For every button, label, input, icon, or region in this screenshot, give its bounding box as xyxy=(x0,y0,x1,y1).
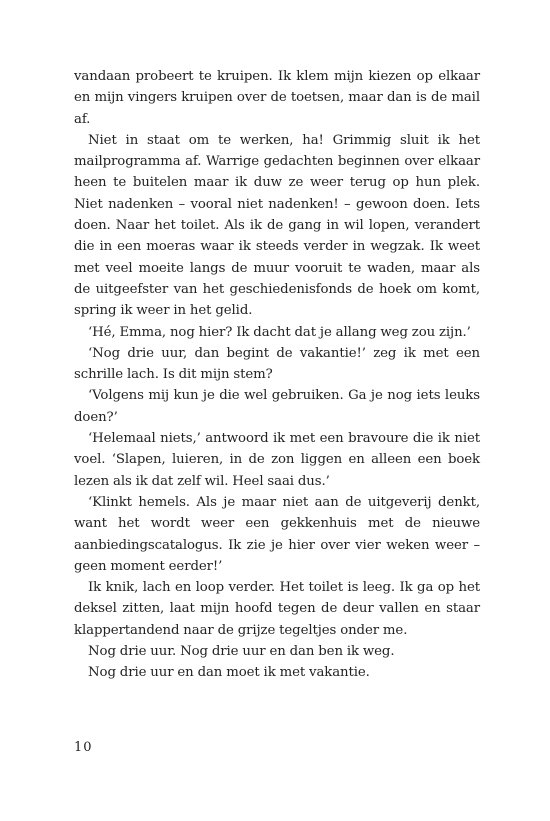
paragraph-10: Nog drie uur en dan moet ik met vakantie. xyxy=(88,665,370,681)
paragraph-7: ‘Klinkt hemels. Als je maar niet aan de uitgeverij denkt, want het wordt weer een gekkenhuis met de nieuwe aanbiedingscatalogus. Ik zie je hier over vier weken weer – geen moment eerder!’ xyxy=(74,494,480,574)
paragraph-1: vandaan probeert te kruipen. Ik klem mijn kiezen op elkaar en mijn vingers kruipen over de toetsen, maar dan is de mail af. xyxy=(74,69,480,127)
paragraph-2: Niet in staat om te werken, ha! Grimmig sluit ik het mailprogramma af. Warrige gedachten beginnen over elkaar heen te buitelen maar ik duw ze weer terug op hun plek. Niet nadenken – vooral niet nadenken! – gewoon doen. Iets doen. Naar het toilet. Als ik de gang in wil lopen, verandert die in een moeras waar ik steeds verder in wegzak. Ik weet met veel moeite langs de muur vooruit te waden, maar als de uitgeefster van het geschiedenisfonds de hoek om komt, spring ik weer in het gelid. xyxy=(74,132,480,319)
book-page-text xyxy=(74,66,480,684)
paragraph-3: ‘Hé, Emma, nog hier? Ik dacht dat je allang weg zou zijn.’ xyxy=(88,324,471,340)
page-number: 10 xyxy=(74,740,93,755)
paragraph-4: ‘Nog drie uur, dan begint de vakantie!’ zeg ik met een schrille lach. Is dit mijn stem? xyxy=(74,345,480,383)
paragraph-9: Nog drie uur. Nog drie uur en dan ben ik weg. xyxy=(88,644,395,660)
paragraph-6: ‘Helemaal niets,’ antwoord ik met een bravoure die ik niet voel. ‘Slapen, luieren, in de zon liggen en alleen een boek lezen als ik dat zelf wil. Heel saai dus.’ xyxy=(74,431,480,489)
paragraph-5: ‘Volgens mij kun je die wel gebruiken. Ga je nog iets leuks doen?’ xyxy=(74,388,480,425)
paragraph-8: Ik knik, lach en loop verder. Het toilet is leeg. Ik ga op het deksel zitten, laat mijn hoofd tegen de deur vallen en staar klappertandend naar de grijze tegeltjes onder me. xyxy=(74,580,480,638)
